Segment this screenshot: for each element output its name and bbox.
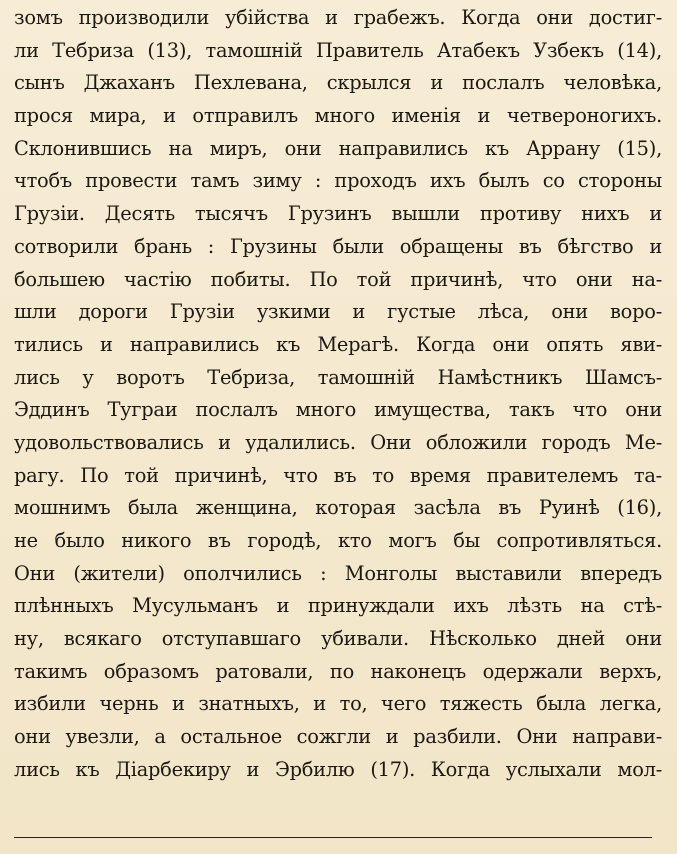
text-line: избили чернь и знатныхъ, и то, чего тяжесть была легка, xyxy=(14,692,662,716)
text-line: плѣнныхъ Мусульманъ и принуждали ихъ лѣзть на стѣ- xyxy=(14,594,662,618)
text-line: рагу. По той причинѣ, что въ то время правителемъ та- xyxy=(14,463,662,487)
text-line: сотворили брань : Грузины были обращены въ бѣгство и xyxy=(14,234,662,258)
text-line: не было никого въ городѣ, кто могъ бы сопротивляться. xyxy=(14,529,662,552)
text-line: тились и направились къ Мерагѣ. Когда они опять яви- xyxy=(14,332,662,356)
text-line: ли Тебриза (13), тамошнiй Правитель Атабекъ Узбекъ (14), xyxy=(14,38,662,62)
text-line: ну, всякаго отступавшаго убивали. Нѣсколько дней они xyxy=(14,627,662,651)
text-line: шли дороги Грузiи узкими и густые лѣса, они воро- xyxy=(14,300,662,324)
text-line: сынъ Джаханъ Пехлевана, скрылся и послалъ человѣка, xyxy=(14,71,662,95)
text-line: такимъ образомъ ратовали, по наконецъ одержали верхъ, xyxy=(14,659,662,683)
text-line: Они (жители) ополчились : Монголы выставили впередъ xyxy=(14,561,662,585)
text-line: Грузiи. Десять тысячъ Грузинъ вышли противу нихъ и xyxy=(14,202,662,226)
text-line: они увезли, а остальное сожгли и разбили. Они направи- xyxy=(14,725,662,749)
text-line: Склонившись на миръ, они направились къ Аррану (15), xyxy=(14,136,662,160)
text-line: чтобъ провести тамъ зиму : проходъ ихъ былъ со стороны xyxy=(14,169,662,193)
text-line: удовольствовались и удалились. Они обложили городъ Ме- xyxy=(14,430,662,454)
text-line: прося мира, и отправилъ много именiя и четвероногихъ. xyxy=(14,104,662,128)
footnote-divider xyxy=(14,837,652,838)
text-line: лись къ Дiарбекиру и Эрбилю (17). Когда услыхали мол- xyxy=(14,757,662,781)
text-line: Эддинъ Туграи послалъ много имущества, такъ что они xyxy=(14,398,662,422)
text-line: большею частiю побиты. По той причинѣ, что они на- xyxy=(14,267,662,291)
text-line: зомъ производили убiйства и грабежъ. Когда они достиг- xyxy=(14,6,662,29)
body-text xyxy=(14,2,662,787)
text-line: лись у воротъ Тебриза, тамошнiй Намѣстникъ Шамсъ- xyxy=(14,365,662,389)
text-line: мошнимъ была женщина, которая засѣла въ Руинѣ (16), xyxy=(14,496,662,520)
